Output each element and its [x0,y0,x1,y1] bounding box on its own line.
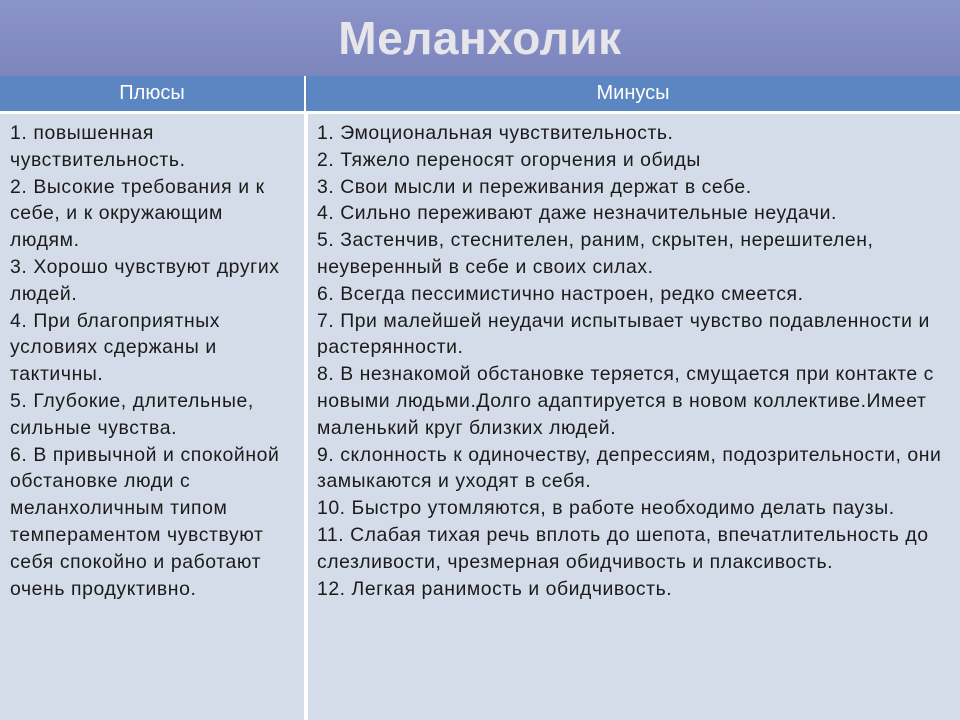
pros-item: 5. Глубокие, длительные, сильные чувства. [10,389,254,439]
cons-item: 3. Свои мысли и переживания держат в себе. [317,175,752,198]
cons-item: 11. Слабая тихая речь вплоть до шепота, впечатлительность до слезливости, чрезмерная обидчивость и плаксивость. [317,523,929,573]
title-bar [0,0,960,76]
cons-item: 5. Застенчив, стеснителен, раним, скрытен, нерешителен, неуверенный в себе и своих силах. [317,229,874,278]
cons-item: 2. Тяжело переносят огорчения и обиды [317,148,701,171]
cons-item: 12. Легкая ранимость и обидчивость. [317,577,673,600]
cons-item: 1. Эмоциональная чувствительность. [317,122,674,144]
pros-item: 1. повышенная чувствительность. [10,122,186,171]
comparison-table [0,76,960,720]
pros-item: 3. Хорошо чувствуют других людей. [10,255,280,305]
pros-item: 2. Высокие требования и к себе, и к окружающим людям. [10,175,265,252]
pros-item: 6. В привычной и спокойной обстановке люди с меланхоличным типом темпераментом чувствуют себя спокойно и работают очень продуктивно. [10,443,280,600]
cons-item: 7. При малейшей неудачи испытывает чувство подавленности и растерянности. [317,309,930,359]
cons-item: 8. В незнакомой обстановке теряется, смущается при контакте с новыми людьми.Долго адаптируется в новом коллективе.Имеет маленький круг близких людей. [317,363,934,439]
page-title: Меланхолик [338,12,622,64]
cons-item: 10. Быстро утомляются, в работе необходимо делать паузы. [317,497,895,520]
pros-item: 4. При благоприятных условиях сдержаны и тактичны. [10,309,221,386]
cons-item: 4. Сильно переживают даже незначительные неудачи. [317,202,837,225]
pros-cell [0,114,306,720]
pros-header: Плюсы [0,76,306,114]
cons-item: 9. склонность к одиночеству, депрессиям, подозрительности, они замыкаются и уходят в себя. [317,443,942,493]
cons-item: 6. Всегда пессимистично настроен, редко смеется. [317,282,804,305]
cons-header: Минусы [306,76,960,114]
cons-cell [308,114,960,720]
